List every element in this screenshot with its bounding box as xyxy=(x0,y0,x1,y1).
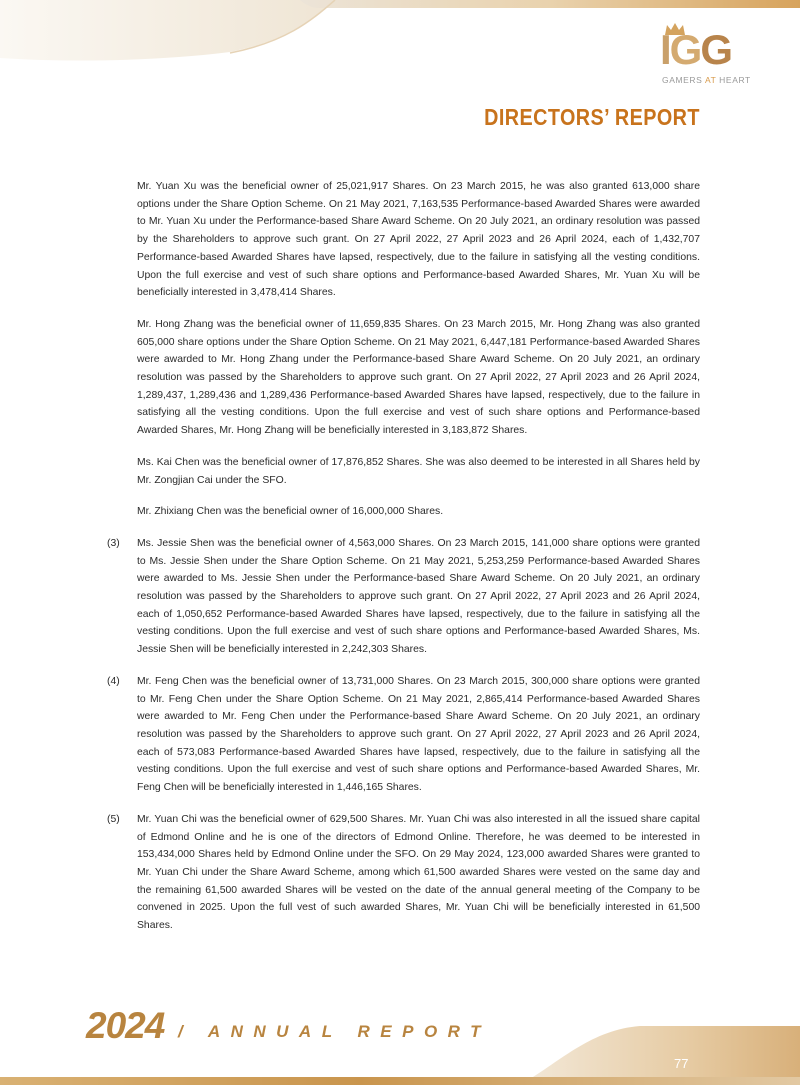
note-text: Mr. Feng Chen was the beneficial owner of 13,731,000 Shares. On 23 March 2015, 300,000 share options were granted to Mr. Feng Chen under the Share Option Scheme. On 21 May 2021, 2,865,414 Performance-based Awarded Shares were awarded to Mr. Feng Chen under the Performance-based Share Award Scheme. On 20 July 2021, an ordinary resolution was passed by the Shareholders to approve such grant. On 27 April 2022, 27 April 2023 and 26 April 2024, each of 573,083 Performance-based Awarded Shares have lapsed, respectively, due to the failure in satisfying all the vesting conditions. Upon the full exercise and vest of such share options and Performance-based Awarded Shares, Mr. Feng Chen will be beneficially interested in 1,446,165 Shares. xyxy=(137,675,700,794)
note-text: Mr. Yuan Chi was the beneficial owner of 629,500 Shares. Mr. Yuan Chi was also interested in all the issued share capital of Edmond Online and he is one of the directors of Edmond Online. Therefore, he was deemed to be interested in 153,434,000 Shares held by Edmond Online under the SFO. On 29 May 2024, 123,000 awarded Shares were granted to Mr. Yuan Chi under the Share Award Scheme, among which 61,500 awarded Shares were vested on the same day and the remaining 61,500 awarded Shares will be vested on the date of the annual general meeting of the Company to be convened in 2025. Upon the full vest of such awarded Shares, Mr. Yuan Chi will be beneficially interested in 61,500 Shares. xyxy=(137,813,700,932)
page-title: DIRECTORS’ REPORT xyxy=(484,104,700,130)
note-number: (4) xyxy=(107,675,120,687)
note-number: (3) xyxy=(107,537,120,549)
note-4 xyxy=(107,673,700,797)
logo-tagline-part-2: AT xyxy=(704,75,717,85)
logo-letter-i: I xyxy=(660,26,670,73)
igg-logo xyxy=(660,22,760,92)
logo-tagline xyxy=(662,75,751,85)
page-number: 77 xyxy=(674,1056,689,1071)
note-number: (5) xyxy=(107,813,120,825)
note-3 xyxy=(107,535,700,659)
report-year: 2024 xyxy=(86,1005,165,1046)
paragraph-kai-chen: Ms. Kai Chen was the beneficial owner of 17,876,852 Shares. She was also deemed to be interested in all Shares held by Mr. Zongjian Cai under the SFO. xyxy=(137,456,700,486)
logo-letters xyxy=(660,28,731,72)
annual-report-label: / ANNUAL REPORT xyxy=(178,1022,492,1041)
paragraph-yuan-xu: Mr. Yuan Xu was the beneficial owner of 25,021,917 Shares. On 23 March 2015, he was also granted 613,000 share options under the Share Option Scheme. On 21 May 2021, 7,163,535 Performance-based Awarded Shares were awarded to Mr. Yuan Xu under the Performance-based Share Award Scheme. On 20 July 2021, an ordinary resolution was passed by the Shareholders to approve such grant. On 27 April 2022, 27 April 2023 and 26 April 2024, each of 1,432,707 Performance-based Awarded Shares have lapsed, respectively, due to the failure in satisfying all the vesting conditions. Upon the full exercise and vest of such share options and Performance-based Awarded Shares, Mr. Yuan Xu will be beneficially interested in 3,478,414 Shares. xyxy=(137,181,700,299)
paragraph-zhixiang-chen: Mr. Zhixiang Chen was the beneficial owner of 16,000,000 Shares. xyxy=(137,506,444,518)
logo-tagline-part-3: HEART xyxy=(716,75,751,85)
note-5 xyxy=(107,811,700,935)
logo-tagline-part-1: GAMERS xyxy=(662,75,705,85)
logo-letter-g2: G xyxy=(700,26,732,73)
paragraph-hong-zhang: Mr. Hong Zhang was the beneficial owner of 11,659,835 Shares. On 23 March 2015, Mr. Hong Zhang was also granted 605,000 share options under the Share Option Scheme. On 21 May 2021, 6,447,181 Performance-based Awarded Shares were awarded to Mr. Hong Zhang under the Performance-based Share Award Scheme. On 20 July 2021, an ordinary resolution was passed by the Shareholders to approve such grant. On 27 April 2022, 27 April 2023 and 26 April 2024, 1,289,437, 1,289,436 and 1,289,436 Performance-based Awarded Shares have lapsed, respectively, due to the failure in satisfying all the vesting conditions. Upon the full exercise and vest of such share options and Performance-based Awarded Shares, Mr. Hong Zhang will be beneficially interested in 3,183,872 Shares. xyxy=(137,318,700,437)
note-text: Ms. Jessie Shen was the beneficial owner of 4,563,000 Shares. On 23 March 2015, 141,000 share options were granted to Ms. Jessie Shen under the Share Option Scheme. On 21 May 2021, 5,253,259 Performance-based Awarded Shares were awarded to Ms. Jessie Shen under the Performance-based Share Award Scheme. On 20 July 2021, an ordinary resolution was passed by the Shareholders to approve such grant. On 27 April 2022, 27 April 2023 and 26 April 2024, each of 1,050,652 Performance-based Awarded Shares have lapsed, respectively, due to the failure in satisfying all the vesting conditions. Upon the full exercise and vest of such share options and Performance-based Awarded Shares, Ms. Jessie Shen will be beneficially interested in 2,242,303 Shares. xyxy=(137,537,700,656)
logo-letter-g1: G xyxy=(669,26,701,73)
report-body xyxy=(107,178,700,949)
